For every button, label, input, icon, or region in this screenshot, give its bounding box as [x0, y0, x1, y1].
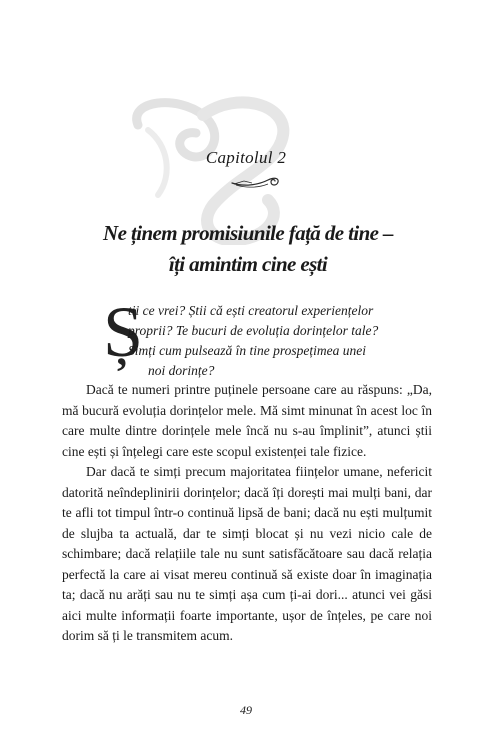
- chapter-title-line-1: Ne ținem promisiunile față de tine –: [103, 221, 393, 245]
- paragraph-1: Dacă te numeri printre puținele persoane care au răspuns: „Da, mă bucură evoluția dorințelor mele. Mă simt minunat în acest loc în care multe dintre dorințele mele încă nu s-au împlinit”, atunci știi cine ești și înțelegi care este scopul existenței tale fizice.: [62, 382, 432, 459]
- intro-line-2: proprii? Te bucuri de evoluția dorințelor tale?: [128, 323, 379, 338]
- page-number: 49: [240, 703, 252, 717]
- intro-line-3: Simți cum pulsează în tine prospețimea unei: [128, 343, 366, 358]
- intro-line-1: tii ce vrei? Știi că ești creatorul experiențelor: [128, 303, 374, 318]
- swirl-divider-icon: [230, 170, 282, 192]
- chapter-title-line-2: îți amintim cine ești: [168, 252, 328, 276]
- body-text: [62, 380, 432, 647]
- paragraph-2: Dar dacă te simți precum majoritatea ființelor umane, nefericit datorită neîndeplinirii dorințelor; dacă îți dorești mai mulți bani, dar te afli tot timpul într-o continuă lipsă de bani; dacă nu ești mulțumit de slujba ta actuală, dar te simți blocat și nu vezi nicio cale de schimbare; dacă relațiile tale nu sunt satisfăcătoare sau dacă relația perfectă la care ai visat mereu continuă să existe doar în imaginația ta; dacă nu arăți sau nu te simți așa cum ți-ai dori... atunci vei găsi aici multe informații foarte importante, ușor de înțeles, pe care noi dorim să ți le transmitem acum.: [62, 464, 432, 643]
- drop-cap-letter: Ș: [103, 292, 144, 372]
- chapter-label: Capitolul 2: [205, 148, 287, 167]
- intro-questions: [128, 301, 432, 381]
- chapter-title: [58, 218, 438, 280]
- intro-line-4: noi dorințe?: [148, 363, 215, 378]
